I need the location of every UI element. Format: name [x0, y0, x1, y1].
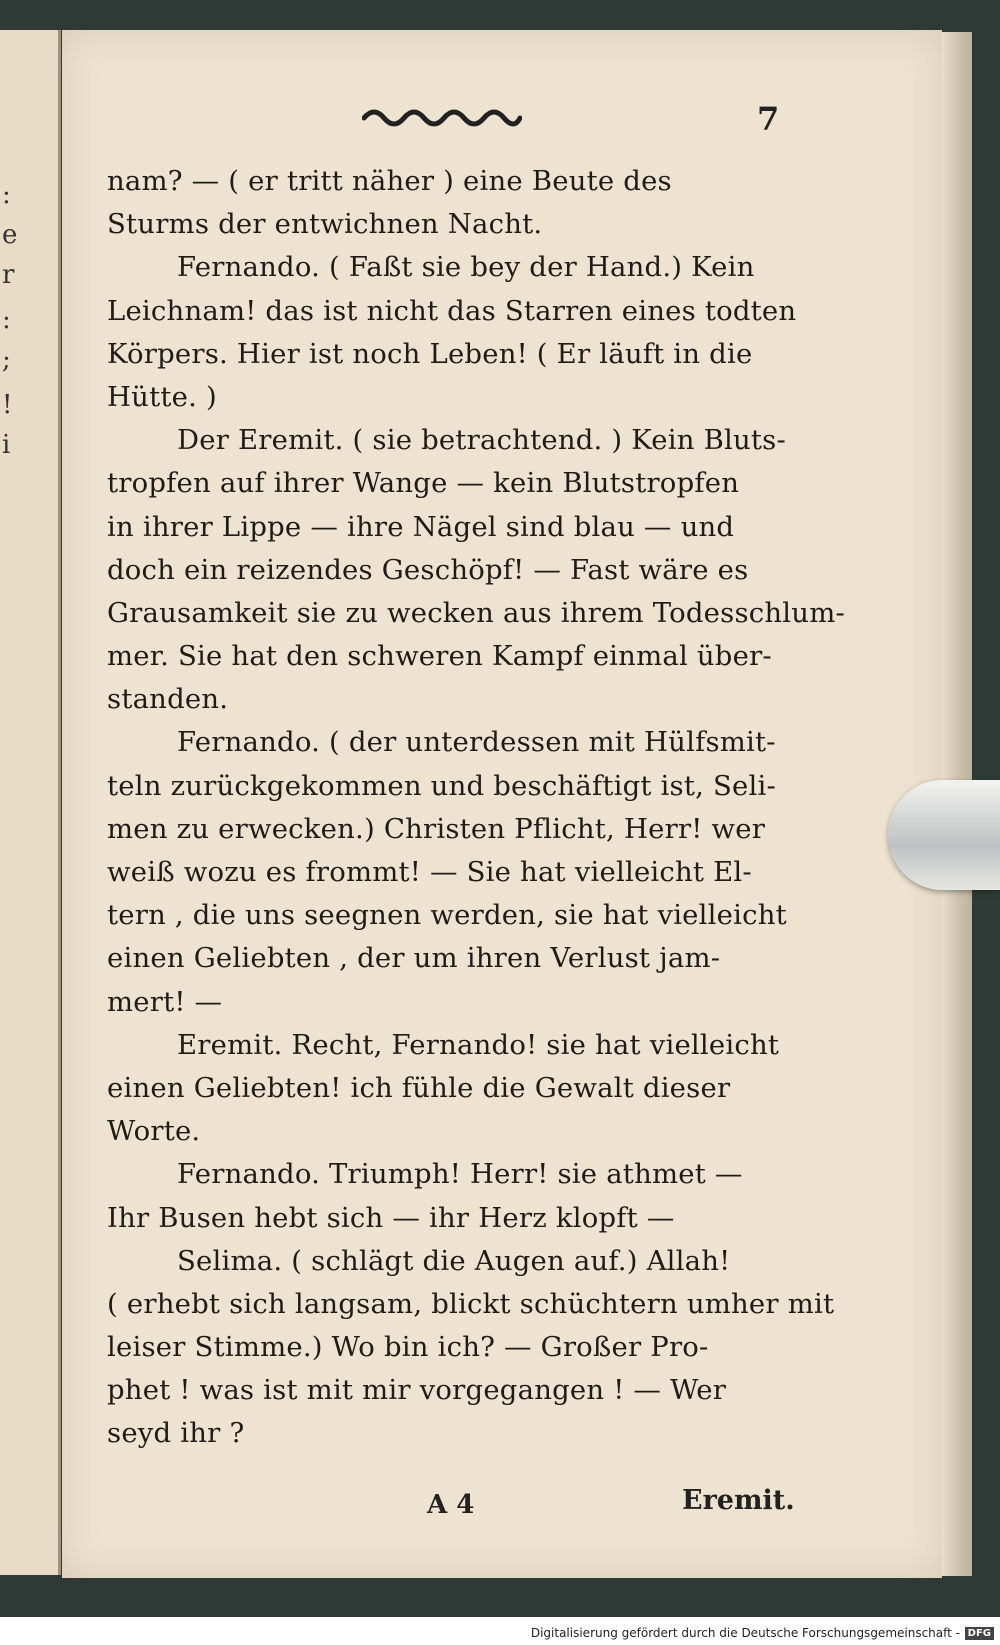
text-line: in ihrer Lippe — ihre Nägel sind blau — und	[107, 510, 735, 543]
left-page-edge	[0, 30, 61, 1575]
text-line: leiser Stimme.) Wo bin ich? — Großer Pro-	[107, 1331, 709, 1364]
left-page-fragment: !	[2, 390, 13, 420]
text-line: men zu erwecken.) Christen Pflicht, Herr! wer	[107, 812, 766, 845]
text-line: nam? — ( er tritt näher ) eine Beute des	[107, 165, 672, 197]
text-line: teln zurückgekommen und beschäftigt ist, Seli-	[107, 769, 776, 802]
catchword: Eremit.	[682, 1485, 795, 1516]
left-page-fragment: r	[2, 260, 15, 290]
text-line: weiß wozu es frommt! — Sie hat vielleicht El-	[107, 856, 752, 888]
text-line: Selima. ( schlägt die Augen auf.) Allah!	[177, 1244, 731, 1277]
text-line: Ihr Busen hebt sich — ihr Herz klopft —	[107, 1201, 675, 1234]
text-line: Worte.	[107, 1115, 201, 1148]
page-text	[107, 160, 845, 1456]
text-line: ( erhebt sich langsam, blickt schüchtern umher mit	[107, 1287, 835, 1320]
text-line: Fernando. ( der unterdessen mit Hülfsmit-	[177, 726, 776, 759]
text-line: Körpers. Hier ist noch Leben! ( Er läuft in die	[107, 337, 753, 370]
text-line: tropfen auf ihrer Wange — kein Blutstropfen	[107, 467, 740, 500]
left-page-fragment: e	[2, 220, 18, 250]
text-line: Grausamkeit sie zu wecken aus ihrem Todesschlum-	[107, 596, 845, 629]
left-page-fragment: :	[2, 180, 11, 210]
footer-bar	[0, 1617, 1000, 1645]
text-line: Hütte. )	[107, 380, 217, 413]
text-line: phet ! was ist mit mir vorgegangen ! — Wer	[107, 1374, 727, 1407]
text-line: mer. Sie hat den schweren Kampf einmal über-	[107, 640, 772, 673]
text-line: seyd ihr ?	[107, 1417, 245, 1450]
text-line: einen Geliebten! ich fühle die Gewalt dieser	[107, 1071, 731, 1104]
wave-ornament-icon	[362, 100, 522, 130]
text-line: tern , die uns seegnen werden, sie hat vielleicht	[107, 899, 787, 932]
text-line: standen.	[107, 683, 229, 716]
footer-credit: Digitalisierung gefördert durch die Deutsche Forschungsgemeinschaft -	[530, 1626, 960, 1640]
page-clip	[888, 780, 1000, 890]
text-line: einen Geliebten , der um ihren Verlust jam-	[107, 942, 721, 975]
dfg-logo: DFG	[965, 1627, 994, 1640]
printer-signature: A 4	[427, 1490, 475, 1520]
left-page-fragment: :	[2, 305, 11, 335]
text-line: Fernando. ( Faßt sie bey der Hand.) Kein	[177, 251, 755, 284]
page-number: 7	[757, 100, 780, 138]
text-line: Der Eremit. ( sie betrachtend. ) Kein Bluts-	[177, 424, 786, 457]
left-page-fragment: i	[2, 430, 11, 460]
text-line: Sturms der entwichnen Nacht.	[107, 208, 543, 241]
text-line: mert! —	[107, 985, 223, 1018]
left-page-fragment: ;	[2, 345, 11, 375]
book-page	[62, 30, 942, 1578]
text-line: Leichnam! das ist nicht das Starren eines todten	[107, 294, 797, 327]
text-line: doch ein reizendes Geschöpf! — Fast wäre es	[107, 553, 749, 586]
text-line: Eremit. Recht, Fernando! sie hat vielleicht	[177, 1028, 780, 1061]
text-line: Fernando. Triumph! Herr! sie athmet —	[177, 1158, 743, 1191]
